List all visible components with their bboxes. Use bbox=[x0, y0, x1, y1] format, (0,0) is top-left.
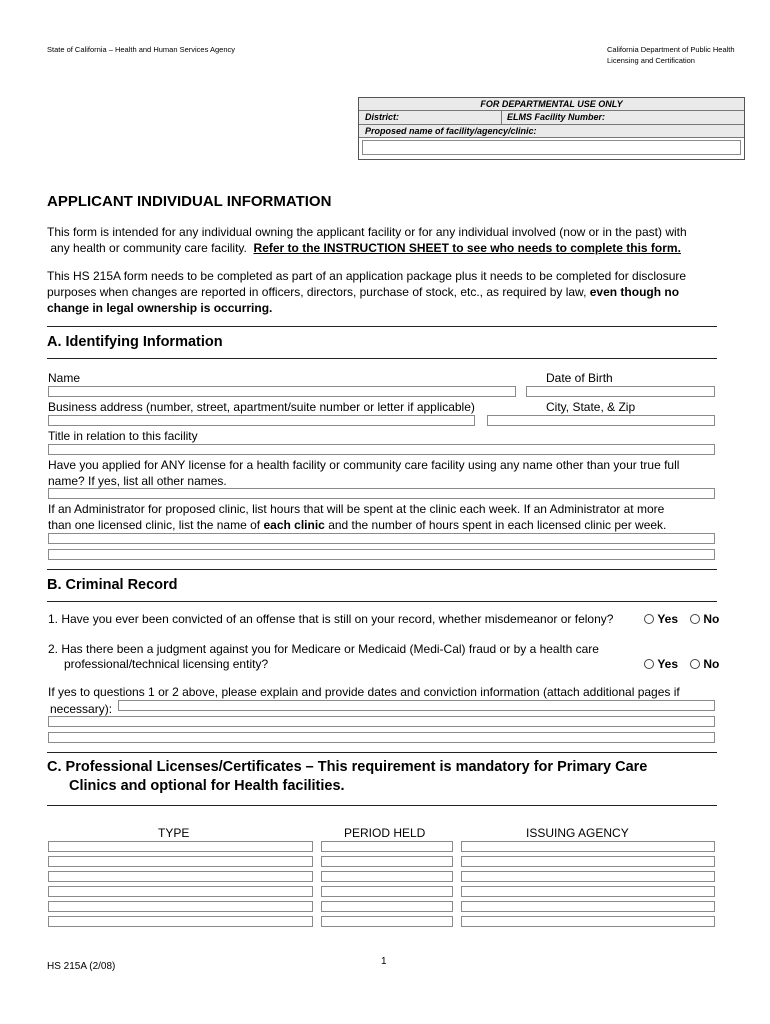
district-label: District: bbox=[365, 112, 400, 122]
license-type-field[interactable] bbox=[48, 856, 313, 867]
criminal-q2-line1: 2. Has there been a judgment against you for Medicare or Medicaid (Medi-Cal) fraud or by a health care bbox=[48, 642, 599, 656]
license-agency-field[interactable] bbox=[461, 901, 715, 912]
city-label: City, State, & Zip bbox=[546, 400, 636, 414]
col-period-header: PERIOD HELD bbox=[344, 826, 426, 840]
dob-label: Date of Birth bbox=[546, 371, 613, 385]
section-c-title-2: Clinics and optional for Health facilities. bbox=[69, 778, 345, 794]
dept-district-row bbox=[359, 111, 744, 125]
q2-yes-option[interactable] bbox=[644, 656, 678, 672]
administrator-field-2[interactable] bbox=[48, 549, 715, 560]
license-type-field[interactable] bbox=[48, 886, 313, 897]
explanation-field-1[interactable] bbox=[118, 700, 715, 711]
proposed-name-field[interactable] bbox=[362, 140, 741, 155]
explanation-field-3[interactable] bbox=[48, 732, 715, 743]
title-label: Title in relation to this facility bbox=[48, 429, 198, 443]
col-agency-header: ISSUING AGENCY bbox=[526, 826, 629, 840]
license-period-field[interactable] bbox=[321, 856, 453, 867]
license-type-field[interactable] bbox=[48, 871, 313, 882]
name-label: Name bbox=[48, 371, 81, 385]
criminal-q2-line2: professional/technical licensing entity? bbox=[64, 657, 269, 671]
agency-right-2: Licensing and Certification bbox=[607, 56, 695, 65]
instruction-sheet-note: Refer to the INSTRUCTION SHEET to see who needs to complete this form. bbox=[253, 241, 681, 255]
section-b-top-rule bbox=[47, 569, 717, 570]
license-period-field[interactable] bbox=[321, 886, 453, 897]
license-type-field[interactable] bbox=[48, 841, 313, 852]
section-b-title: B. Criminal Record bbox=[47, 577, 178, 593]
section-c-bottom-rule bbox=[47, 805, 717, 806]
q2-no-option[interactable] bbox=[690, 656, 719, 672]
business-address-field[interactable] bbox=[48, 415, 475, 426]
col-type-header: TYPE bbox=[158, 826, 190, 840]
elms-label: ELMS Facility Number: bbox=[507, 112, 606, 122]
intro-paragraph-2: This HS 215A form needs to be completed as part of an application package plus it needs to be completed for disclosure purposes when changes are reported in officers, directors, purchase of stock, etc., as required by law, even though no change in legal ownership is occurring. bbox=[47, 269, 687, 315]
other-names-field[interactable] bbox=[48, 488, 715, 499]
explain-line-1: If yes to questions 1 or 2 above, please explain and provide dates and conviction information (attach additional pages if bbox=[48, 685, 680, 699]
proposed-name-label: Proposed name of facility/agency/clinic: bbox=[359, 125, 744, 138]
name-field[interactable] bbox=[48, 386, 516, 397]
departmental-use-box bbox=[358, 97, 745, 160]
q1-no-option[interactable] bbox=[690, 611, 719, 627]
license-period-field[interactable] bbox=[321, 871, 453, 882]
q2-no-label: No bbox=[703, 657, 720, 671]
q2-no-radio[interactable] bbox=[690, 659, 700, 669]
section-c-title-1: C. Professional Licenses/Certificates – This requirement is mandatory for Primary Care bbox=[47, 759, 648, 775]
q2-yes-label: Yes bbox=[657, 657, 679, 671]
license-period-field[interactable] bbox=[321, 901, 453, 912]
administrator-question: If an Administrator for proposed clinic, list hours that will be spent at the clinic each week. If an Administrator at more than one licensed clinic, list the name of each clinic and the number of hours spent in each licensed clinic per week. bbox=[48, 502, 667, 532]
form-title: APPLICANT INDIVIDUAL INFORMATION bbox=[47, 193, 332, 210]
page-number: 1 bbox=[381, 956, 387, 967]
q2-yes-radio[interactable] bbox=[644, 659, 654, 669]
q1-no-radio[interactable] bbox=[690, 614, 700, 624]
section-b-bottom-rule bbox=[47, 601, 717, 602]
license-agency-field[interactable] bbox=[461, 916, 715, 927]
criminal-q1: 1. Have you ever been convicted of an offense that is still on your record, whether misdemeanor or felony? bbox=[48, 612, 614, 626]
license-agency-field[interactable] bbox=[461, 886, 715, 897]
dept-box-title: FOR DEPARTMENTAL USE ONLY bbox=[359, 98, 744, 111]
license-type-field[interactable] bbox=[48, 916, 313, 927]
license-period-field[interactable] bbox=[321, 841, 453, 852]
explanation-field-2[interactable] bbox=[48, 716, 715, 727]
q1-yes-radio[interactable] bbox=[644, 614, 654, 624]
q1-yes-option[interactable] bbox=[644, 611, 678, 627]
explain-line-2: necessary): bbox=[50, 702, 113, 716]
section-a-top-rule bbox=[47, 326, 717, 327]
dob-field[interactable] bbox=[526, 386, 715, 397]
license-agency-field[interactable] bbox=[461, 841, 715, 852]
applied-question: Have you applied for ANY license for a health facility or community care facility using any name other than your true full name? If yes, list all other names. bbox=[48, 458, 680, 488]
section-a-bottom-rule bbox=[47, 358, 717, 359]
license-agency-field[interactable] bbox=[461, 871, 715, 882]
section-c-top-rule bbox=[47, 752, 717, 753]
q1-yes-label: Yes bbox=[657, 612, 679, 626]
section-a-title: A. Identifying Information bbox=[47, 334, 223, 350]
license-period-field[interactable] bbox=[321, 916, 453, 927]
license-agency-field[interactable] bbox=[461, 856, 715, 867]
title-field[interactable] bbox=[48, 444, 715, 455]
form-id: HS 215A (2/08) bbox=[47, 961, 116, 972]
q1-no-label: No bbox=[703, 612, 720, 626]
license-type-field[interactable] bbox=[48, 901, 313, 912]
dept-divider bbox=[501, 111, 502, 124]
city-field[interactable] bbox=[487, 415, 715, 426]
administrator-field-1[interactable] bbox=[48, 533, 715, 544]
intro-paragraph-1: This form is intended for any individual owning the applicant facility or for any individual involved (now or in the past) with any health or community care facility. Refer to the INSTRUCTION SHEET to see who needs to complete this form. bbox=[47, 225, 687, 255]
agency-left: State of California – Health and Human Services Agency bbox=[47, 45, 236, 54]
agency-right-1: California Department of Public Health bbox=[607, 45, 735, 54]
business-address-label: Business address (number, street, apartment/suite number or letter if applicable) bbox=[48, 400, 475, 414]
